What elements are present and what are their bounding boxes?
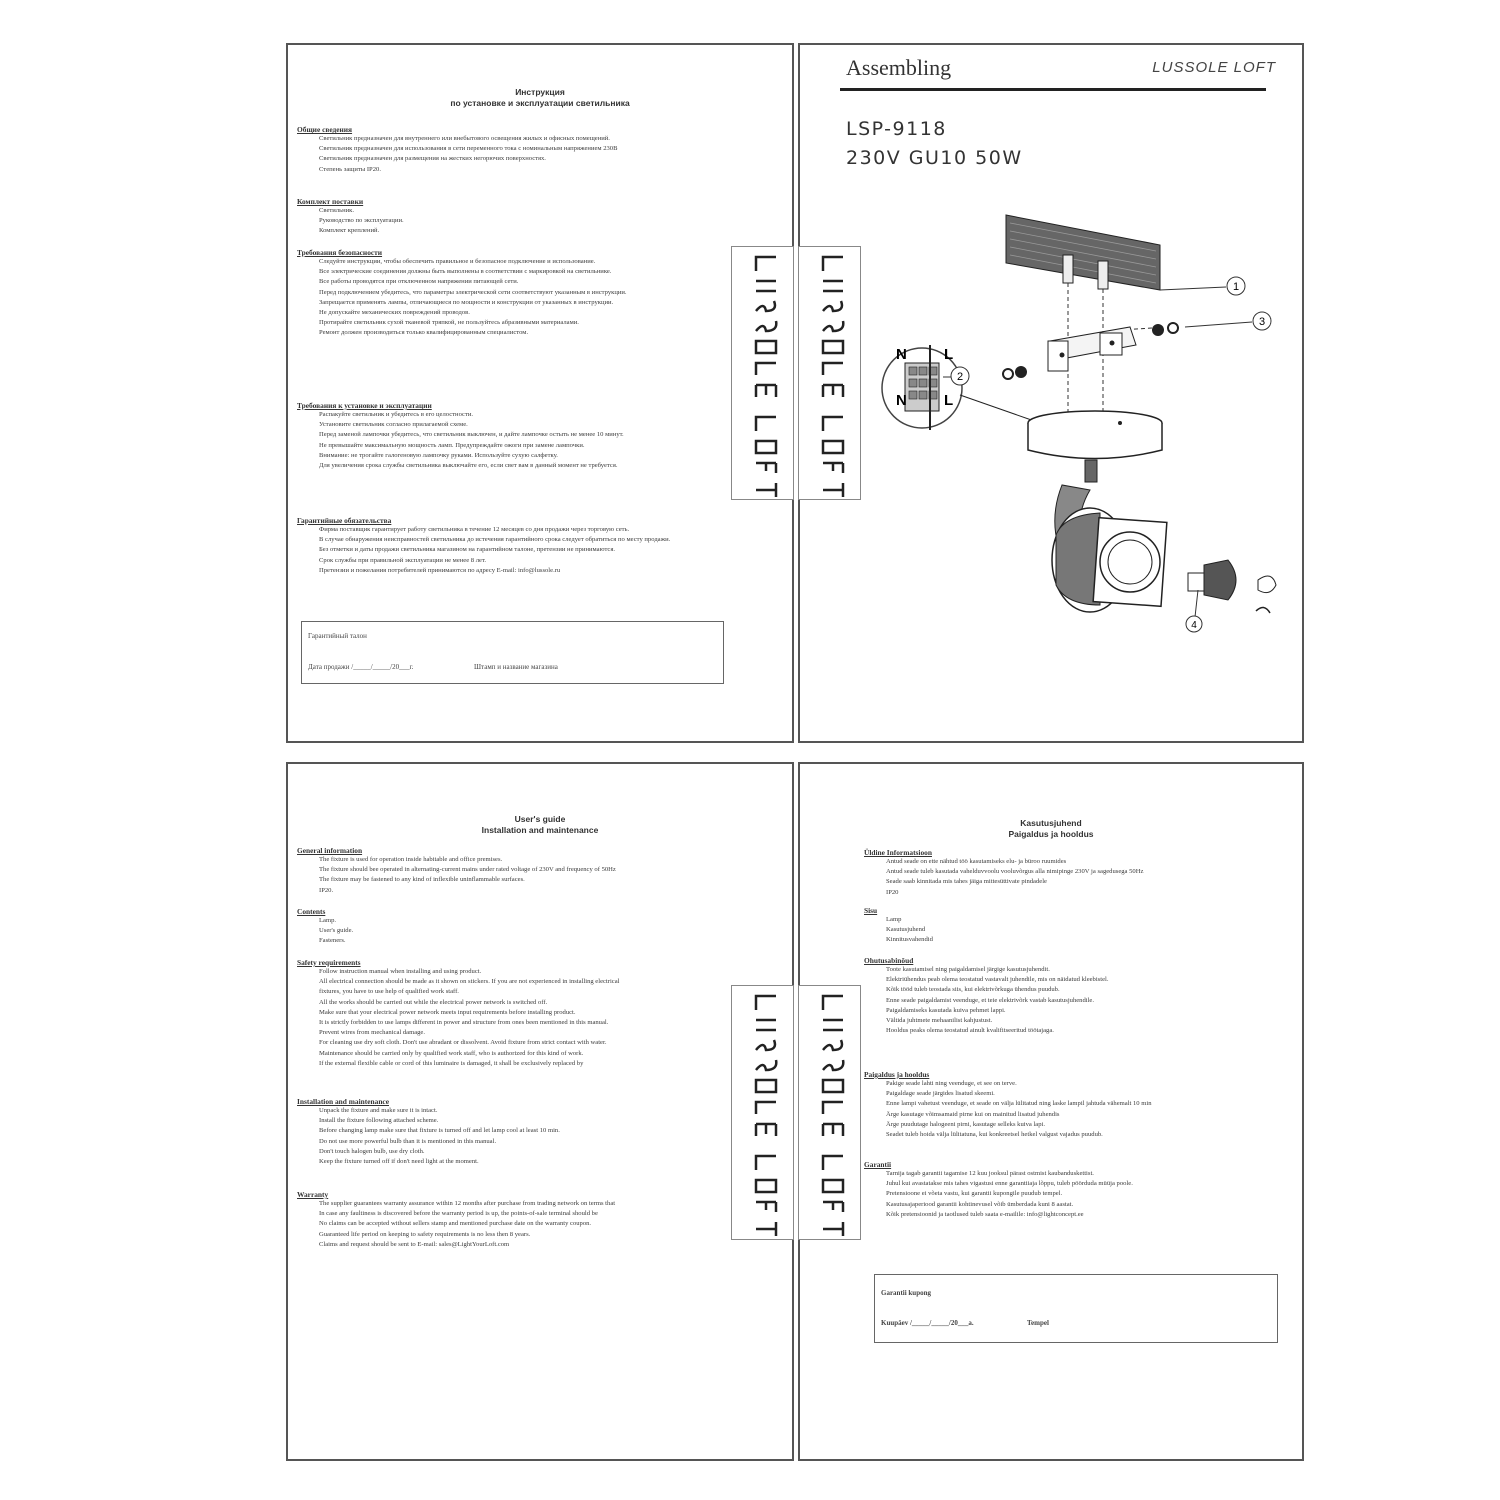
ru-subtitle: по установке и эксплуатации светильника <box>450 97 630 108</box>
en-subtitle: Installation and maintenance <box>481 824 599 835</box>
et-section-contents: Sisu • Lamp • Kasutusjuhend • Kinnitusvahendid <box>864 906 1262 946</box>
ru-section-safety: Требования безопасности • Следуйте инструкции, чтобы обеспечить правильное и безопасное подключение и использование. • Все электрические соединения должны быть выполнены в соответствии с маркировкой на светильнике. • Все работы проводятся при отключенном напряжении питающей сети. • Перед подключением убедитесь, что параметры электрической сети соответствуют указанным в инструкции. • Запрещается применять лампы, отличающиеся по мощности и конструкции от указанных в инструкции. • Не допускайте механических повреждений проводов. • Протирайте светильник сухой тканевой тряпкой, не пользуйтесь абразивными материалами. • Ремонт должен производиться только квалифицированным специалистом. <box>297 248 716 339</box>
en-section-installation: Installation and maintenance • Unpack the fixture and make sure it is intact. • Install the fixture following attached scheme. • Before changing lamp make sure that fixture is turned off and let lamp cool at least 10 min. • Do not use more powerful bulb than it is mentioned in this manual. • Don't touch halogen bulb, use dry cloth. • Keep the fixture turned off if don't need light at the moment. <box>297 1097 780 1167</box>
callout-2-label: 2 <box>956 371 964 383</box>
et-warranty-coupon: Garantii kupong Kuupäev /_____/_____/20___a. Tempel <box>874 1274 1278 1343</box>
callout-3-label: 3 <box>1258 316 1266 328</box>
ru-section-installation: Требования к установке и эксплуатации • Распакуйте светильник и убедитесь в его целостности. • Установите светильник согласно прилагаемой схеме. • Перед заменой лампочки убедитесь, что светильник выключен, и дайте лампочке остыть не менее 10 минут. • Не превышайте максимальную мощность ламп. Предупреждайте ожоги при замене лампочки. • Внимание: не трогайте галогеновую лампочку руками. Используйте сухую салфетку. • Для увеличения срока службы светильника выключайте его, если свет вам в данный момент не требуется. <box>297 401 716 471</box>
en-section-general: General information • The fixture is used for operation inside habitable and office premises. • The fixture should bee operated in alternating-current mains under rated voltage of 230V and frequency of 50Hz • The fixture may be fastened to any kind of inflexible uninflammable surfaces. • IP20. <box>297 846 780 896</box>
estonian-guide-page <box>798 762 1304 1461</box>
ceiling-plate <box>1006 215 1160 290</box>
assembling-heading: Assembling <box>846 55 952 80</box>
brand-logo: LUSSOLE LOFT <box>1152 59 1276 76</box>
callout-4-label: 4 <box>1191 620 1197 631</box>
mounting-bracket <box>1048 327 1136 371</box>
et-section-installation: Paigaldus ja hooldus • Pakige seade lahti ning veenduge, et see on terve. • Paigaldage seade järgides lisatud skeemi. • Enne lampi vahetust veenduge, et seade on välja lülitatud ning laske lampil jahtuda vähemalt 10 min • Ärge kasutage võimsamaid pirne kui on mainitud lisatud juhendis • Ärge puudutage halogeeni pirni, kasutage selleks kuiva lapi. • Seadet tuleb hoida välja lülitatuna, kui konkreetsel hetkel valgust vajadus puudub. <box>864 1070 1262 1140</box>
brand-sticker-top-right <box>798 246 861 500</box>
lussole-loft-logo <box>732 247 793 499</box>
ru-title: Инструкция <box>515 87 565 97</box>
brand-sticker-top-left <box>731 246 794 500</box>
callout-1-label: 1 <box>1232 281 1240 293</box>
ru-section-warranty: Гарантийные обязательства • Фирма поставщик гарантирует работу светильника в течение 12 месяцев со дня продажи через торговую сеть. • В случае обнаружения неисправностей светильника до истечения гарантийного срока следует обратиться по месту продажи. • Без отметки и даты продажи светильника магазином на гарантийном талоне, претензии не принимаются. • Срок службы при правильной эксплуатации не менее 8 лет. • Претензии и пожелания потребителей принимаются по адресу E-mail: info@lussole.ru <box>297 516 780 576</box>
et-section-safety: Ohutusabinõud • Toote kasutamisel ning paigaldamisel järgige kasutusjuhendit. • Elektriühendus peab olema teostatud vastavalt juhendile, mis on näidatud kleebistel. • Kõik tööd tuleb teostada siis, kui elektrivõrkuga ühendus puudub. • Enne seade paigaldamist veenduge, et teie elektrivõrk vastab kasutusjuhendile. • Paigaldamiseks kasutada kuiva pehmet lappi. • Vältida juhtmete mehaanilist kahjustust. • Hooldus peaks olema teostatud ainult kvalifitseeritud töötajaga. <box>864 956 1262 1036</box>
ru-warranty-coupon: Гарантийный талон Дата продажи /_____/_____/20___г. Штамп и название магазина <box>301 621 724 684</box>
en-title: User's guide <box>514 814 566 824</box>
lussole-loft-logo <box>799 986 860 1239</box>
lussole-loft-logo <box>732 986 793 1239</box>
et-section-warranty: Garantii • Tarnija tagab garantii tagamise 12 kuu jooksul pärast ostmist kaubanduskettist. • Juhul kui avastatakse mis tahes vigastusi enne garantiiaja lõppu, tuleb pöörduda müüja poole. • Pretensioone ei võeta vastu, kui garantii kupongile puudub tempel. • Kasutusajaperiood garantii kohtinevusel võib ümberdada kuni 8 aastat. • Kõik pretensioonid ja taotlused tuleb saata e-mailile: info@lightconcept.ee <box>864 1160 1262 1220</box>
spotlight-head <box>1052 460 1167 612</box>
lussole-loft-logo <box>799 247 860 499</box>
brand-sticker-bottom-left <box>731 985 794 1240</box>
en-section-safety: Safety requirements • Follow instruction manual when installing and using product. • All electrical connection should be made as it shown on stickers. If you are not experienced in installing electrical • fixtures, you have to use help of qualified work staff. • All the works should be carried out while the electrical power network is switched off. • Make sure that your electrical power network meets input requirements before installing product. • It is strictly forbidden to use lamps different in power and structure from ones been mentioned in this manual. • Prevent wires from mechanical damage. • For cleaning use dry soft cloth. Don't use abradant or dissolvent. Avoid fixture from strict contact with water. • Maintenance should be carried only by qualified work staff, who is authorized for this kind of work. • If the external flexible cable or cord of this luminaire is damaged, it shall be exclusively replaced by <box>297 958 780 1069</box>
et-subtitle: Paigaldus ja hooldus <box>1008 828 1094 839</box>
assembling-page <box>798 43 1304 743</box>
canopy <box>1028 411 1162 459</box>
assembly-diagram <box>800 45 1304 743</box>
gu10-bulb <box>1188 560 1276 613</box>
ru-section-contents: Комплект поставки • Светильник. • Руководство по эксплуатации. • Комплект креплений. <box>297 197 780 237</box>
lamp-spec: 230V GU10 50W <box>846 147 1023 169</box>
english-guide-page <box>286 762 794 1461</box>
russian-instruction-page <box>286 43 794 743</box>
et-section-general: Üldine Informatsioon • Antud seade on ette nähtud töö kasutamiseks elu- ja büroo ruumides • Antud seade tuleb kasutada vahelduvvoolu vooluvõrgus alla nimipinge 230V ja sagedusega 50Hz • Seade saab kinnitada mis tahes jäiga mittesüttivate pindadele • IP20 <box>864 848 1262 898</box>
en-section-contents: Contents • Lamp. • User's guide. • Fasteners. <box>297 907 780 947</box>
model-number: LSP-9118 <box>846 118 947 140</box>
en-section-warranty: Warranty • The supplier guarantees warranty assurance within 12 months after purchase from trading network on terms that • In case any faultiness is discovered before the warranty period is up, the points-of-sale terminal should be • No claims can be accepted without sellers stamp and mentioned purchase date on the warranty coupon. • Guaranteed life period on keeping to safety requirements is no less then 8 years. • Claims and request should be sent to E-mail: sales@LightYourLoft.com <box>297 1190 780 1250</box>
et-title: Kasutusjuhend <box>1020 818 1082 828</box>
brand-sticker-bottom-right <box>798 985 861 1240</box>
wire-label-n-bottom: N <box>896 392 907 409</box>
wire-label-n-top: N <box>896 346 907 363</box>
wire-label-l-bottom: L <box>944 392 954 409</box>
wire-label-l-top: L <box>944 346 954 363</box>
ru-section-general: Общие сведения • Светильник предназначен для внутреннего или внебытового освещения жилых и офисных помещений. • Светильник предназначен для использования в сети переменного тока с номинальным напряжением 230В • Светильник предназначен для размещения на жестких негорючих поверхностях. • Степень защиты IP20. <box>297 125 780 175</box>
